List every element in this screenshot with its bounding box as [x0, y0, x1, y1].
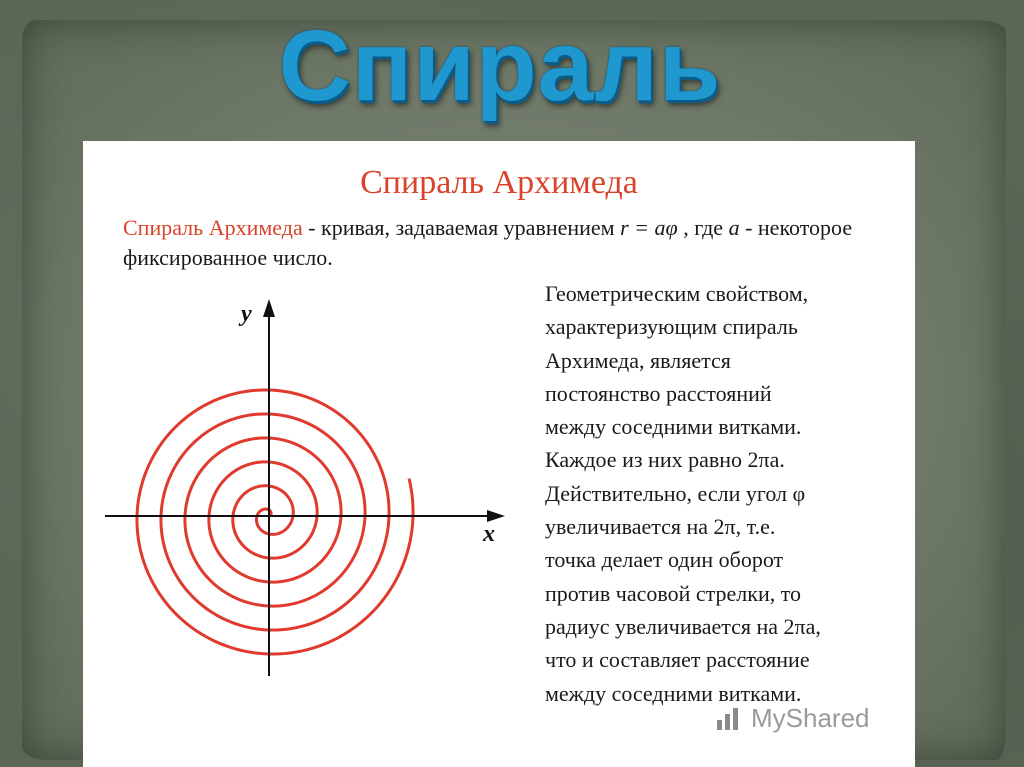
- definition-part-2: , где: [677, 215, 729, 240]
- description-text: Геометрическим свойством, характеризующим спираль Архимеда, является постоянство расстояний между соседними витками. Каждое из них равно 2πa. Действительно, если угол φ увеличивается на 2π, т.е. точка делает один оборот против часовой стрелки, то радиус увеличивается на 2πa, что и составляет расстояние между соседними витками.: [545, 281, 821, 706]
- definition-text: [123, 213, 913, 273]
- slide-title: Спираль: [278, 10, 722, 122]
- y-axis-arrow: [263, 299, 275, 317]
- watermark: [715, 703, 870, 734]
- constant-variable: a: [728, 215, 740, 240]
- archimedes-spiral: [137, 390, 413, 654]
- content-card: [83, 141, 915, 767]
- definition-term: Спираль Архимеда: [123, 215, 303, 240]
- x-axis-label: x: [483, 521, 495, 547]
- chart-icon: [715, 708, 745, 730]
- spiral-diagram: [83, 291, 543, 681]
- equation: r = aφ: [620, 215, 678, 240]
- watermark-text: MyShared: [751, 703, 870, 733]
- card-title: Спираль Архимеда: [360, 164, 638, 201]
- definition-part-3: - некоторое фиксированное число.: [123, 215, 853, 270]
- definition-part-1: - кривая, задаваемая уравнением: [302, 215, 621, 240]
- y-axis-label: y: [241, 301, 252, 327]
